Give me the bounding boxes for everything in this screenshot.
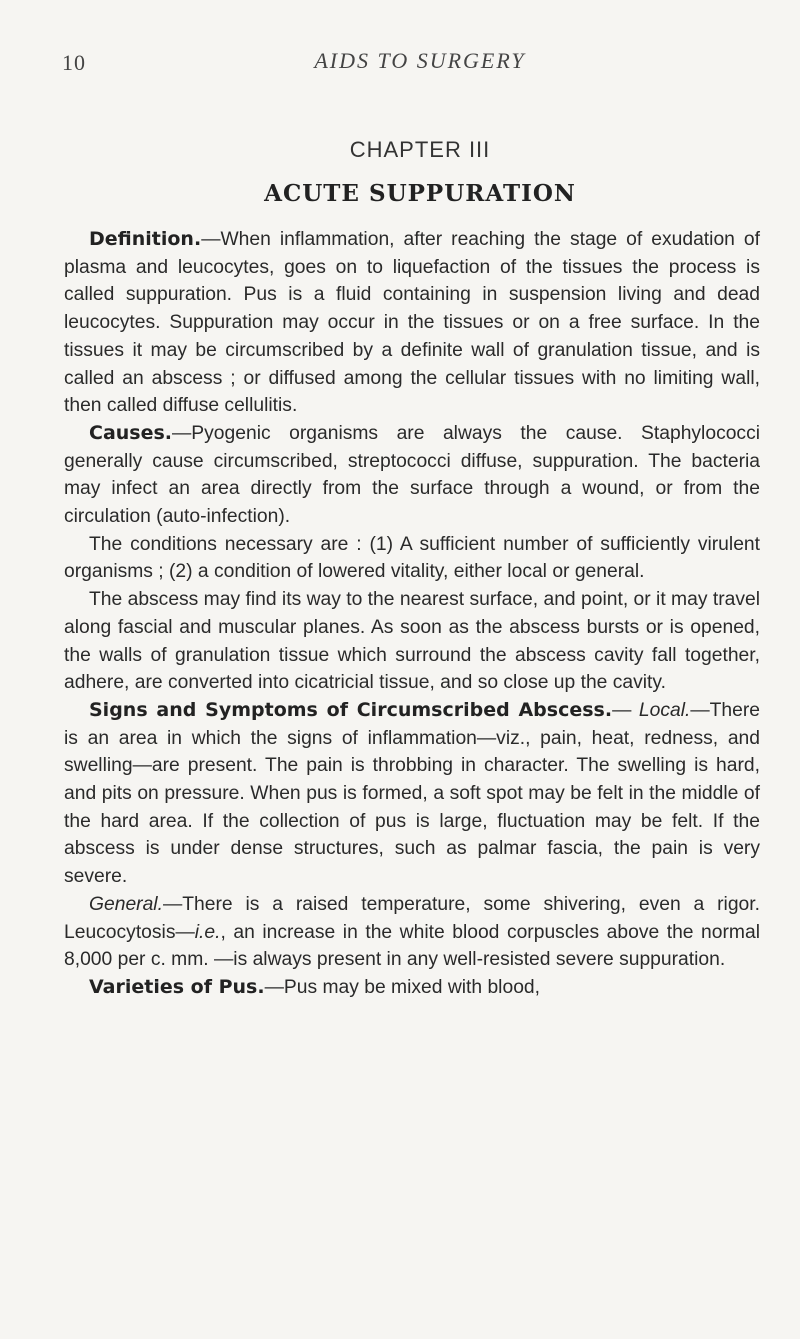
signs-heading: Signs and Symptoms of Circumscribed Abscess. (89, 698, 613, 721)
varieties-heading: Varieties of Pus. (89, 975, 265, 998)
varieties-text: —Pus may be mixed with blood, (264, 976, 540, 998)
paragraph-definition (64, 226, 760, 420)
general-ie: i.e. (194, 921, 221, 943)
chapter-number: CHAPTER III (349, 137, 491, 162)
conditions-text: The conditions necessary are : (1) A sufficient number of sufficiently virulent organisms ; (2) a condition of lowered vitality, either local or general. (64, 533, 760, 583)
local-label: Local. (638, 699, 691, 721)
general-text-after: , an increase in the white blood corpuscles above the normal 8,000 per c. mm. —is always present in any well-resisted severe suppuration. (64, 921, 760, 971)
page-number: 10 (62, 50, 86, 75)
causes-text: —Pyogenic organisms are always the cause. Staphylococci generally cause circumscribed, streptococci diffuse, suppuration. The bacteria may infect an area directly from the surface through a wound, or from the circulation (auto-infection). (64, 422, 760, 528)
causes-heading: Causes. (89, 421, 173, 444)
paragraph-varieties (64, 974, 760, 1002)
paragraph-causes (64, 420, 760, 531)
local-text: —There is an area in which the signs of inflammation—viz., pain, heat, redness, and swelling—are present. The pain is throbbing in character. The swelling is hard, and pits on pressure. When pus is formed, a soft spot may be felt in the middle of the hard area. If the collection of pus is large, fluctuation may be felt. If the abscess is under dense structures, such as palmar fascia, the pain is very severe. (64, 699, 760, 888)
paragraph-signs (64, 697, 760, 891)
paragraph-general (64, 891, 760, 974)
paragraph-conditions (64, 531, 760, 586)
general-text-before: —There is a raised temperature, some shivering, even a rigor. Leucocytosis— (64, 893, 760, 943)
paragraph-course (64, 586, 760, 697)
running-head: AIDS TO SURGERY (314, 48, 526, 73)
body-text (64, 226, 760, 1002)
course-text: The abscess may find its way to the nearest surface, and point, or it may travel along fascial and muscular planes. As soon as the abscess bursts or is opened, the walls of granulation tissue which surround the abscess cavity fall together, adhere, are converted into cicatricial tissue, and so close up the cavity. (64, 589, 760, 694)
chapter-title: ACUTE SUPPURATION (264, 180, 576, 207)
definition-heading: Definition. (89, 228, 202, 250)
signs-dash: — (612, 699, 632, 721)
definition-text: —When inflammation, after reaching the stage of exudation of plasma and leucocytes, goes on to liquefaction of the tissues the process is called suppuration. Pus is a fluid containing in suspension living and dead leucocytes. Suppuration may occur in the tissues or on a free surface. In the tissues it may be circumscribed by a definite wall of granulation tissue, and is called an abscess ; or diffused among the cellular tissues with no limiting wall, then called diffuse cellulitis. (64, 229, 760, 417)
general-label: General. (89, 893, 163, 915)
